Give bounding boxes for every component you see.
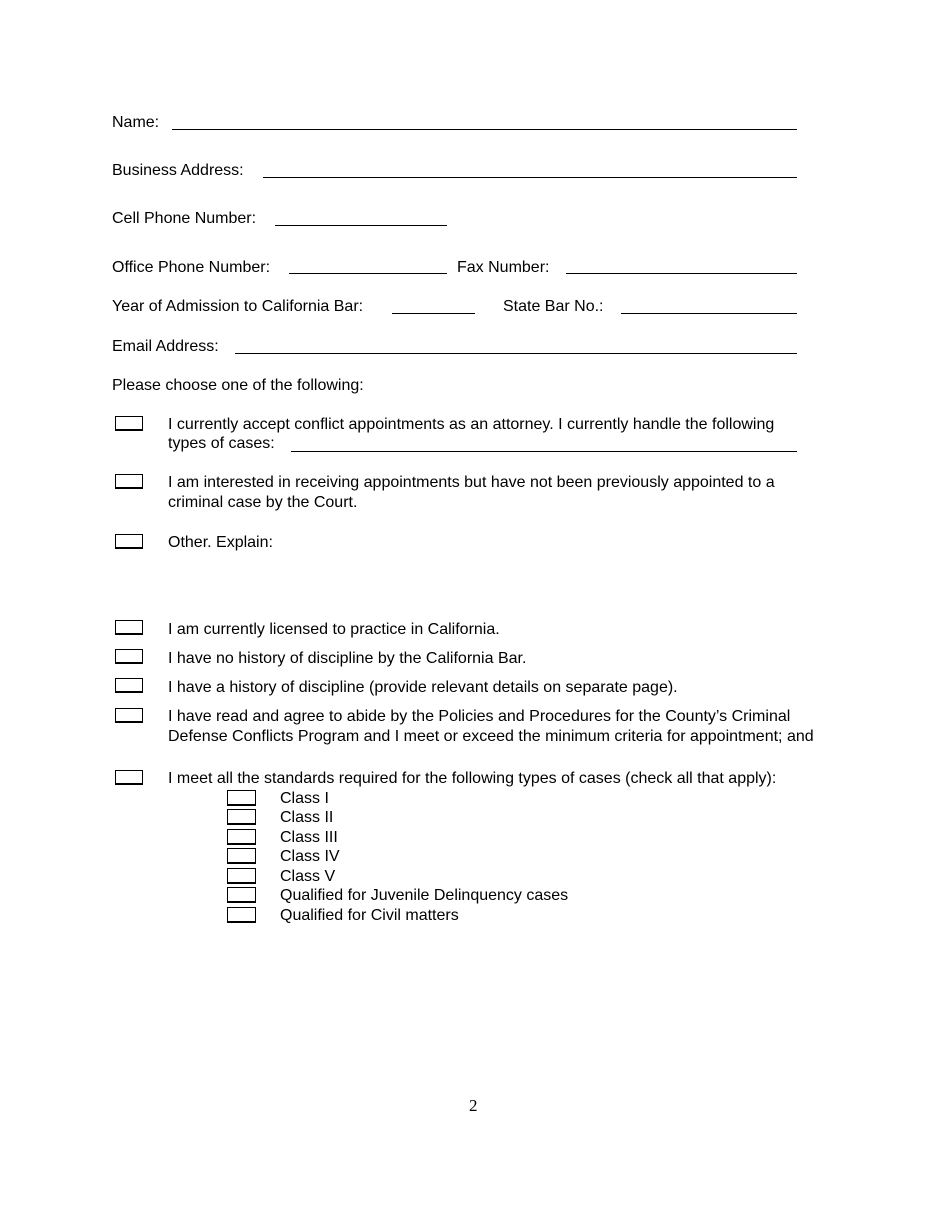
attestation-checkbox[interactable] — [115, 649, 143, 664]
case-type-label: Qualified for Civil matters — [280, 907, 459, 924]
case-type-checkbox[interactable] — [227, 829, 256, 845]
case-type-checkbox[interactable] — [227, 790, 256, 806]
fax-label: Fax Number: — [457, 259, 550, 276]
case-type-checkbox[interactable] — [227, 848, 256, 864]
attestation-label: I have read and agree to abide by the Policies and Procedures for the County’s Criminal Defense Conflicts Program and I meet or exceed the minimum criteria for appointment; and — [168, 708, 814, 745]
attestation-checkbox[interactable] — [115, 708, 143, 723]
office-phone-label: Office Phone Number: — [112, 259, 271, 276]
state-bar-label: State Bar No.: — [503, 298, 604, 315]
case-type-label: Class III — [280, 829, 338, 846]
choose-prompt: Please choose one of the following: — [112, 377, 364, 394]
case-type-label: Class I — [280, 790, 329, 807]
case-type-checkbox[interactable] — [227, 907, 256, 923]
choice-label: Other. Explain: — [168, 534, 273, 551]
cell-phone-field[interactable] — [275, 225, 447, 226]
state-bar-field[interactable] — [621, 313, 797, 314]
types-of-cases-field[interactable] — [291, 451, 797, 452]
choice-checkbox[interactable] — [115, 416, 143, 431]
choice-label: I currently accept conflict appointments as an attorney. I currently handle the following — [168, 416, 775, 433]
cell-phone-label: Cell Phone Number: — [112, 210, 257, 227]
attestation-checkbox[interactable] — [115, 770, 143, 785]
choice-label: I am interested in receiving appointments but have not been previously appointed to a criminal case by the Court. — [168, 474, 775, 511]
choice-checkbox[interactable] — [115, 474, 143, 489]
name-field[interactable] — [172, 129, 797, 130]
attestation-label: I meet all the standards required for the following types of cases (check all that apply): — [168, 770, 777, 787]
business-address-field[interactable] — [263, 177, 797, 178]
case-type-checkbox[interactable] — [227, 887, 256, 903]
case-type-label: Qualified for Juvenile Delinquency cases — [280, 887, 569, 904]
business-address-label: Business Address: — [112, 162, 244, 179]
case-type-label: Class II — [280, 809, 334, 826]
email-label: Email Address: — [112, 338, 219, 355]
page-number: 2 — [469, 1096, 478, 1115]
attestation-checkbox[interactable] — [115, 678, 143, 693]
attestation-label: I have no history of discipline by the California Bar. — [168, 650, 527, 667]
name-label: Name: — [112, 114, 160, 131]
case-type-checkbox[interactable] — [227, 868, 256, 884]
types-of-cases-label: types of cases: — [168, 435, 275, 452]
case-type-label: Class V — [280, 868, 336, 885]
attestation-label: I am currently licensed to practice in California. — [168, 621, 500, 638]
office-phone-field[interactable] — [289, 273, 447, 274]
attestation-checkbox[interactable] — [115, 620, 143, 635]
case-type-checkbox[interactable] — [227, 809, 256, 825]
email-field[interactable] — [235, 353, 797, 354]
year-admission-field[interactable] — [392, 313, 475, 314]
year-admission-label: Year of Admission to California Bar: — [112, 298, 364, 315]
choice-checkbox[interactable] — [115, 534, 143, 549]
attestation-label: I have a history of discipline (provide relevant details on separate page). — [168, 679, 678, 696]
fax-field[interactable] — [566, 273, 797, 274]
case-type-label: Class IV — [280, 848, 340, 865]
